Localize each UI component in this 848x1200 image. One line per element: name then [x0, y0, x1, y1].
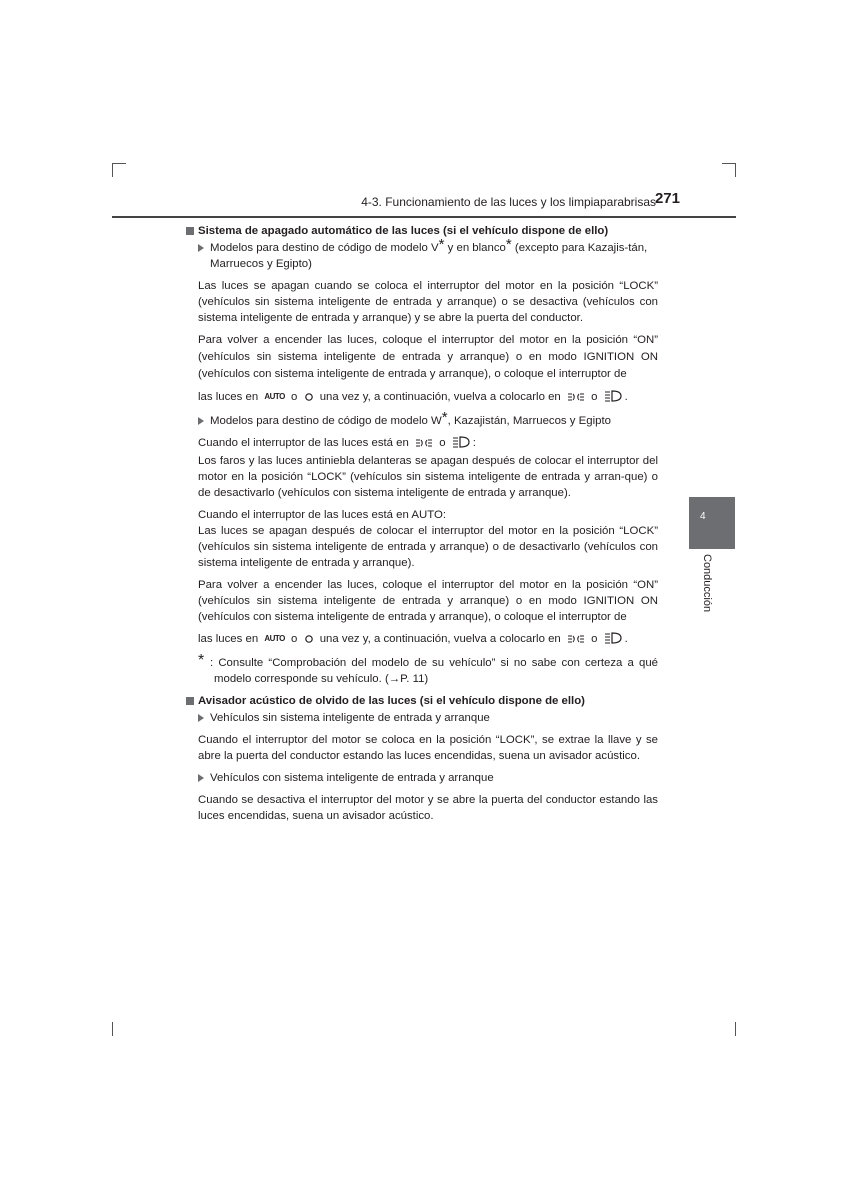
paragraph: Cuando el interruptor de las luces está en AUTO: — [198, 509, 446, 521]
square-bullet-icon — [186, 697, 194, 705]
headlights-icon — [604, 390, 622, 407]
paragraph: Cuando el interruptor de las luces está en o : — [198, 435, 658, 453]
crop-mark — [112, 163, 113, 177]
paragraph: las luces en AUTO o una vez y, a continuación, vuelva a colocarlo en o . — [198, 389, 658, 407]
crop-mark — [112, 1022, 113, 1036]
main-content — [186, 223, 658, 824]
asterisk: * — [438, 236, 445, 253]
section-heading: Sistema de apagado automático de las luces (si el vehículo dispone de ello) — [186, 223, 658, 239]
paragraph: Las luces se apagan cuando se coloca el interruptor del motor en la posición “LOCK” (vehículos sin sistema inteligente de entrada y arranque) o se desactiva (vehículos con sistema inteligente de entrada y arranque) y se abre la puerta del conductor. — [198, 280, 658, 324]
chapter-number: 4 — [700, 511, 706, 522]
headlights-icon — [604, 632, 622, 649]
bullet-item: Vehículos con sistema inteligente de entrada y arranque — [198, 770, 658, 786]
off-circle-icon — [304, 391, 314, 407]
asterisk: * — [441, 409, 448, 426]
section-heading: Avisador acústico de olvido de las luces (si el vehículo dispone de ello) — [186, 693, 658, 709]
crop-mark — [112, 163, 126, 164]
crop-mark — [735, 163, 736, 177]
asterisk: * — [505, 236, 512, 253]
chapter-name: Conducción — [701, 554, 713, 613]
paragraph: Para volver a encender las luces, coloque el interruptor del motor en la posición “ON” (vehículos sin sistema inteligente de entrada y arranque) o en modo IGNITION ON (vehículos con sistema inteligente de entrada y arranque), o coloque el interruptor de — [198, 579, 658, 623]
triangle-bullet-icon — [198, 417, 204, 425]
bullet-item: Modelos para destino de código de modelo W*, Kazajistán, Marruecos y Egipto — [198, 413, 658, 429]
chapter-tab — [689, 497, 735, 549]
page-header — [112, 190, 736, 220]
off-circle-icon — [304, 633, 314, 649]
paragraph: Cuando el interruptor del motor se coloca en la posición “LOCK”, se extrae la llave y se abre la puerta del conductor estando las luces encendidas, suena un avisador acústico. — [198, 734, 658, 762]
paragraph: Para volver a encender las luces, coloque el interruptor del motor en la posición “ON” (vehículos sin sistema inteligente de entrada y arranque) o en modo IGNITION ON (vehículos con sistema inteligente de entrada y arranque), o coloque el interruptor de — [198, 334, 658, 380]
crop-mark — [722, 163, 736, 164]
section-title: 4-3. Funcionamiento de las luces y los limpiaparabrisas — [361, 195, 656, 209]
bullet-item: Vehículos sin sistema inteligente de entrada y arranque — [198, 710, 658, 726]
section-body — [198, 710, 658, 824]
side-lights-icon — [567, 391, 585, 407]
triangle-bullet-icon — [198, 714, 204, 722]
paragraph: las luces en AUTO o una vez y, a continuación, vuelva a colocarlo en o . — [198, 631, 658, 649]
side-lights-icon — [567, 633, 585, 649]
paragraph: Cuando se desactiva el interruptor del motor y se abre la puerta del conductor estando las luces encendidas, suena un avisador acústico. — [198, 794, 658, 822]
auto-icon: AUTO — [264, 392, 285, 401]
page-number: 271 — [654, 190, 680, 207]
square-bullet-icon — [186, 227, 194, 235]
crop-mark — [735, 1022, 736, 1036]
footnote: * : Consulte “Comprobación del modelo de su vehículo” si no sabe con certeza a qué modelo corresponde su vehículo. (→P. 11) — [198, 652, 658, 685]
bullet-item: Modelos para destino de código de modelo V* y en blanco* (excepto para Kazajis-tán, Marruecos y Egipto) — [198, 240, 658, 272]
asterisk: * — [198, 652, 205, 669]
triangle-bullet-icon — [198, 774, 204, 782]
paragraph: Las luces se apagan después de colocar el interruptor del motor en la posición “LOCK” (vehículos sin sistema inteligente de entrada y arranque) o de desactivarlo (vehículos con sistema inteligente de entrada y arranque). — [198, 525, 658, 569]
section-body — [198, 236, 658, 687]
side-lights-icon — [415, 437, 433, 453]
paragraph: Los faros y las luces antiniebla delanteras se apagan después de colocar el interruptor del motor en la posición “LOCK” (vehículos sin sistema inteligente de entrada y arran-que) o de desactivarlo (vehículos con sistema inteligente de entrada y arranque). — [198, 455, 658, 499]
auto-icon: AUTO — [264, 634, 285, 643]
headlights-icon — [452, 436, 470, 453]
chapter-tab-label — [700, 555, 714, 635]
header-rule — [112, 216, 736, 218]
triangle-bullet-icon — [198, 244, 204, 252]
